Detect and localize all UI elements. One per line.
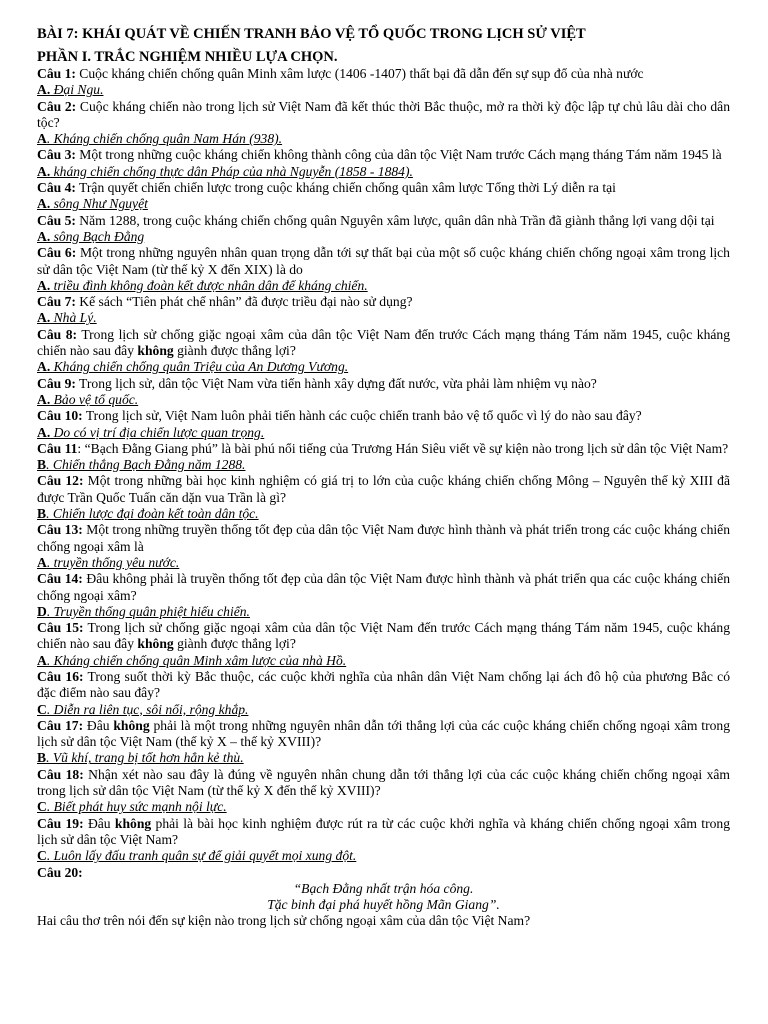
answer-text: . Diễn ra liên tục, sôi nổi, rộng khắp.	[46, 701, 249, 717]
question-text: Hai câu thơ trên nói đến sự kiện nào trong lịch sử chống ngoại xâm của dân tộc Việt Nam?	[37, 913, 531, 929]
poem-line: “Bạch Đằng nhất trận hóa công.	[293, 880, 474, 896]
answer-line	[37, 555, 730, 571]
answer-line	[37, 164, 730, 180]
question-text	[37, 327, 730, 360]
question-block	[37, 767, 730, 816]
question-text-part: giành được thắng lợi?	[173, 343, 296, 359]
answer-letter: A	[37, 554, 47, 570]
question-body: Cuộc kháng chiến chống quân Minh xâm lược (1406 -1407) thất bại đã dẫn đến sự sụp đổ của nhà nước	[75, 66, 644, 81]
answer-text: triều đình không đoàn kết được nhân dân để kháng chiến.	[50, 277, 368, 293]
question-number: Câu 1:	[37, 66, 76, 81]
answer-letter: A.	[37, 163, 51, 179]
question-number: Câu 13:	[37, 522, 83, 538]
emphasis-word: không	[113, 717, 150, 733]
question-text	[37, 180, 730, 196]
question-text-part: phải là một trong những nguyên nhân dẫn tới thắng lợi của các cuộc kháng chiến chống ngoại xâm trong lịch sử dân tộc Việt Nam (thế kỷ X – thế kỷ XVIII)?	[37, 717, 730, 750]
question-text	[37, 376, 730, 392]
answer-letter: C	[37, 701, 47, 717]
answer-line	[37, 702, 730, 718]
question-text-part: Trong lịch sử chống giặc ngoại xâm của dân tộc Việt Nam đến trước Cách mạng tháng Tám năm 1945, cuộc kháng chiến nào sau đây	[37, 326, 730, 359]
answer-letter: C	[37, 799, 47, 815]
answer-text: . Kháng chiến chống quân Minh xâm lược của nhà Hồ.	[46, 652, 347, 668]
question-list	[37, 66, 730, 865]
answer-line	[37, 604, 730, 620]
question-block	[37, 180, 730, 213]
answer-text: sông Bạch Đằng	[50, 228, 145, 244]
question-block	[37, 376, 730, 409]
question-block	[37, 441, 730, 474]
answer-letter: A.	[37, 196, 51, 212]
answer-line	[37, 457, 730, 473]
answer-line	[37, 425, 730, 441]
answer-letter: A.	[37, 391, 51, 407]
answer-line	[37, 82, 730, 98]
question-text-part: giành được thắng lợi?	[173, 636, 296, 652]
question-number: Câu 18:	[37, 766, 84, 782]
answer-line	[37, 196, 730, 212]
question-text	[37, 99, 730, 132]
question-text	[37, 66, 730, 82]
question-block	[37, 816, 730, 865]
question-text	[37, 718, 730, 751]
answer-line	[37, 750, 730, 766]
answer-letter: A.	[37, 424, 51, 440]
answer-text: . Truyền thống quân phiệt hiếu chiến.	[46, 603, 250, 619]
question-number: Câu 19:	[37, 815, 84, 831]
poem-line: Tặc binh đại phá huyết hồng Mãn Giang”.	[267, 897, 500, 913]
question-block	[37, 718, 730, 767]
answer-line	[37, 848, 730, 864]
question-text	[37, 245, 730, 278]
answer-letter: A.	[37, 277, 51, 293]
answer-text: . Luôn lấy đấu tranh quân sự để giải quyết mọi xung đột.	[46, 848, 357, 864]
answer-letter: B	[37, 750, 47, 766]
question-number: Câu 11	[37, 440, 78, 456]
question-number: Câu 8:	[37, 326, 78, 342]
question-text	[37, 473, 730, 506]
answer-text: . Chiến thắng Bạch Đằng năm 1288.	[46, 457, 246, 473]
answer-text: Kháng chiến chống quân Triệu của An Dương Vương.	[50, 359, 349, 375]
question-text	[37, 816, 730, 849]
question-text	[37, 522, 730, 555]
question-text	[37, 571, 730, 604]
question-body: : “Bạch Đằng Giang phú” là bài phú nổi tiếng của Trương Hán Siêu viết về sự kiện nào trong lịch sử dân tộc Việt Nam?	[77, 440, 729, 456]
question-block	[37, 66, 730, 99]
question-text-part: Đâu	[83, 815, 115, 831]
question-number: Câu 4:	[37, 180, 76, 196]
question-body: Một trong những truyền thống tốt đẹp của dân tộc Việt Nam được hình thành và phát triển trong các cuộc kháng chiến chống ngoại xâm là	[37, 522, 730, 554]
question-number: Câu 10:	[37, 408, 83, 424]
question-20	[37, 865, 730, 930]
question-text	[37, 294, 730, 310]
question-block	[37, 620, 730, 669]
question-text-part: Đâu	[83, 717, 114, 733]
question-block	[37, 408, 730, 441]
question-text	[37, 441, 730, 457]
answer-letter: A.	[37, 310, 51, 326]
question-body: Một trong những bài học kinh nghiệm có giá trị to lớn của cuộc kháng chiến chống Mông – Nguyên thế kỷ XIII đã được Trần Quốc Tuấn căn dặn vua Trần là gì?	[37, 473, 730, 505]
answer-letter: B	[37, 457, 47, 473]
answer-letter: A.	[37, 359, 51, 375]
question-text	[37, 620, 730, 653]
question-number: Câu 12:	[37, 473, 84, 489]
answer-text: . Chiến lược đại đoàn kết toàn dân tộc.	[46, 506, 259, 522]
answer-text: kháng chiến chống thực dân Pháp của nhà Nguyễn (1858 - 1884).	[50, 163, 413, 179]
question-number: Câu 14:	[37, 571, 83, 587]
question-block	[37, 294, 730, 327]
question-block	[37, 669, 730, 718]
answer-text: Do có vị trí địa chiến lược quan trọng.	[50, 424, 265, 440]
question-body: Kế sách “Tiên phát chế nhân” đã được triều đại nào sử dụng?	[75, 294, 413, 310]
question-block	[37, 571, 730, 620]
answer-line	[37, 506, 730, 522]
answer-line	[37, 653, 730, 669]
question-body: Cuộc kháng chiến nào trong lịch sử Việt Nam đã kết thúc thời Bắc thuộc, mở ra thời kỳ độc lập tự chủ lâu dài cho dân tộc?	[37, 98, 730, 130]
emphasis-word: không	[137, 343, 174, 359]
answer-text: . Kháng chiến chống quân Nam Hán (938).	[46, 131, 283, 147]
question-number: Câu 6:	[37, 245, 77, 261]
lesson-title: BÀI 7: KHÁI QUÁT VỀ CHIẾN TRANH BẢO VỆ TỔ QUỐC TRONG LỊCH SỬ VIỆT	[37, 26, 586, 42]
answer-text: . Biết phát huy sức mạnh nội lực.	[46, 799, 227, 815]
question-number: Câu 17:	[37, 717, 84, 733]
question-body: Trong lịch sử, Việt Nam luôn phải tiến hành các cuộc chiến tranh bảo vệ tổ quốc vì lý do nào sau đây?	[82, 408, 642, 424]
question-number: Câu 7:	[37, 294, 76, 310]
answer-line	[37, 131, 730, 147]
answer-letter: A	[37, 131, 47, 147]
question-block	[37, 327, 730, 376]
question-block	[37, 213, 730, 246]
answer-text: sông Như Nguyệt	[50, 196, 148, 212]
question-body: Một trong những cuộc kháng chiến không thành công của dân tộc Việt Nam trước Cách mạng tháng Tám năm 1945 là	[75, 147, 722, 163]
question-number: Câu 15:	[37, 620, 84, 636]
question-number: Câu 9:	[37, 375, 76, 391]
answer-line	[37, 229, 730, 245]
question-body: Trong suốt thời kỳ Bắc thuộc, các cuộc khởi nghĩa của nhân dân Việt Nam chống lại ách đô hộ của phương Bắc có đặc điểm nào sau đây?	[37, 668, 730, 701]
question-text	[37, 213, 730, 229]
question-text-part: Trong lịch sử chống giặc ngoại xâm của dân tộc Việt Nam đến trước Cách mạng tháng Tám năm 1945, cuộc kháng chiến nào sau đây	[37, 620, 730, 652]
question-block	[37, 99, 730, 148]
question-number: Câu 3:	[37, 147, 76, 163]
question-body: Một trong những nguyên nhân quan trọng dẫn tới sự thất bại của một số cuộc kháng chiến chống ngoại xâm trong lịch sử dân tộc Việt Nam (từ thế kỷ X đến XIX) là do	[37, 245, 730, 277]
answer-letter: D	[37, 603, 47, 619]
question-number: Câu 5:	[37, 212, 76, 228]
answer-text: . truyền thống yêu nước.	[46, 554, 180, 570]
answer-letter: A.	[37, 228, 51, 244]
question-text	[37, 147, 730, 163]
question-body: Năm 1288, trong cuộc kháng chiến chống quân Nguyên xâm lược, quân dân nhà Trần đã giành thắng lợi vang dội tại	[75, 212, 715, 228]
question-body: Đâu không phải là truyền thống tốt đẹp của dân tộc Việt Nam được hình thành và phát triển qua các cuộc kháng chiến chống ngoại xâm?	[37, 571, 731, 603]
question-number: Câu 20:	[37, 864, 83, 880]
answer-line	[37, 799, 730, 815]
question-text-part: phải là bài học kinh nghiệm được rút ra từ các cuộc khởi nghĩa và kháng chiến chống ngoại xâm trong lịch sử dân tộc Việt Nam?	[37, 815, 731, 847]
question-text	[37, 669, 730, 702]
answer-line	[37, 310, 730, 326]
emphasis-word: không	[137, 636, 174, 652]
question-block	[37, 147, 730, 180]
answer-text: . Vũ khí, trang bị tốt hơn hẳn kẻ thù.	[46, 750, 244, 766]
answer-line	[37, 392, 730, 408]
answer-text: Nhà Lý.	[50, 310, 97, 326]
answer-text: Bảo vệ tổ quốc.	[50, 391, 139, 407]
answer-letter: C	[37, 848, 47, 864]
question-number: Câu 2:	[37, 98, 77, 114]
question-number: Câu 16:	[37, 668, 84, 684]
emphasis-word: không	[114, 815, 152, 831]
question-body: Trong lịch sử, dân tộc Việt Nam vừa tiến hành xây dựng đất nước, vừa phải làm nhiệm vụ nào?	[75, 375, 597, 391]
question-text	[37, 767, 730, 800]
part-heading: PHẦN I. TRẮC NGHIỆM NHIỀU LỰA CHỌN.	[37, 49, 338, 65]
question-block	[37, 245, 730, 294]
answer-text: Đại Ngu.	[50, 82, 104, 98]
answer-line	[37, 278, 730, 294]
question-text	[37, 408, 730, 424]
question-block	[37, 473, 730, 522]
question-body: Trận quyết chiến chiến lược trong cuộc kháng chiến chống quân xâm lược Tống thời Lý diễn ra tại	[75, 180, 616, 196]
answer-letter: B	[37, 506, 47, 522]
answer-letter: A	[37, 652, 47, 668]
question-body: Nhận xét nào sau đây là đúng về nguyên nhân chung dẫn tới thắng lợi của các cuộc kháng chiến chống ngoại xâm trong lịch sử dân tộc Việt Nam (từ thế kỷ X đến thế kỷ XVIII)?	[37, 766, 730, 799]
question-block	[37, 522, 730, 571]
answer-letter: A.	[37, 82, 51, 98]
answer-line	[37, 359, 730, 375]
